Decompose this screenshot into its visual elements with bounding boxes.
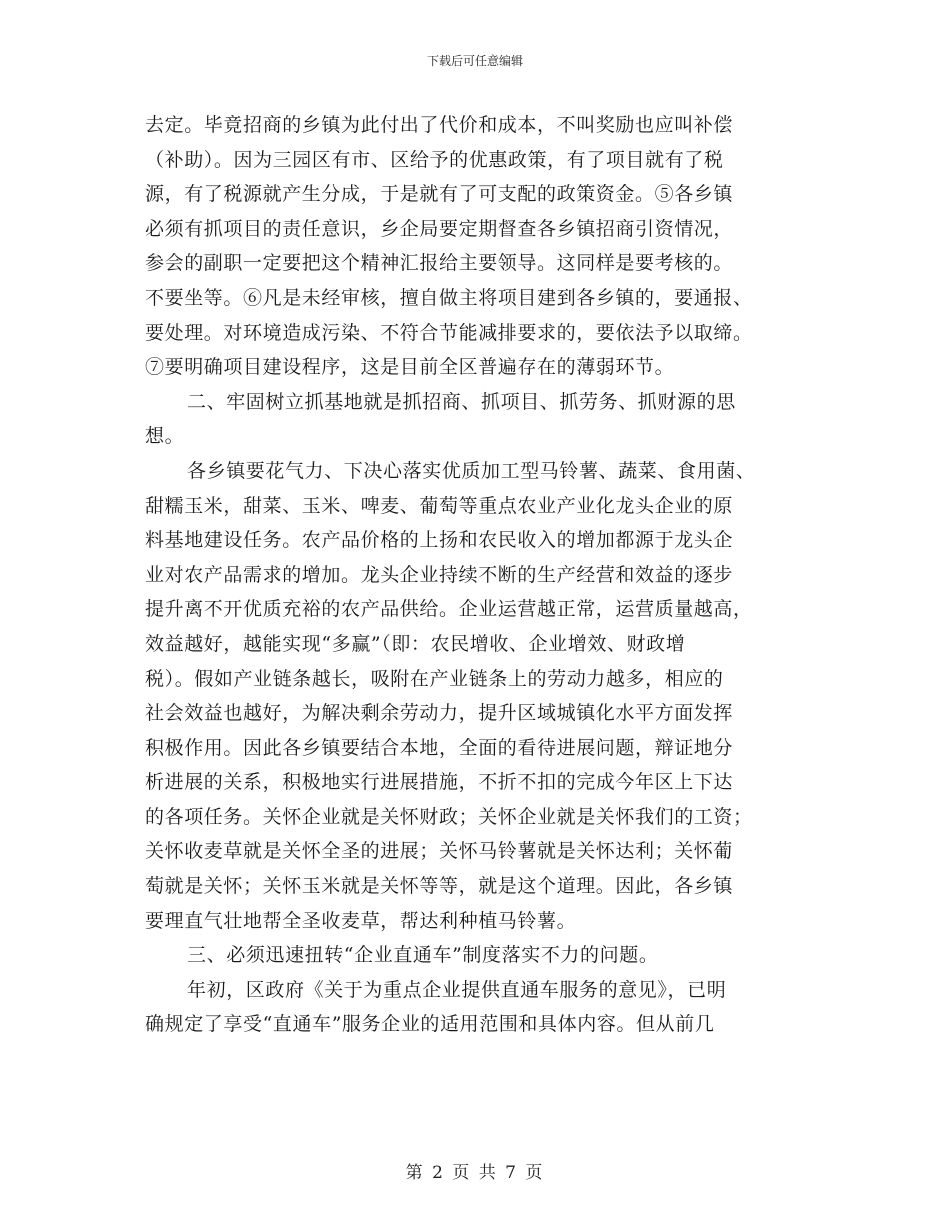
text-line: 积极作用。因此各乡镇要结合本地，全面的看待进展问题，辩证地分 <box>145 736 734 759</box>
text-line: 的各项任务。关怀企业就是关怀财政；关怀企业就是关怀我们的工资； <box>145 805 753 828</box>
text-line: 二、牢固树立抓基地就是抓招商、抓项目、抓劳务、抓财源的思 <box>187 390 736 413</box>
text-line: 萄就是关怀；关怀玉米就是关怀等等，就是这个道理。因此，各乡镇 <box>145 875 734 898</box>
text-line: 析进展的关系，积极地实行进展措施，不折不扣的完成今年区上下达 <box>145 771 734 794</box>
text-line: 效益越好，越能实现“多赢”（即：农民增收、企业增效、财政增 <box>145 632 686 655</box>
text-line: （补助）。因为三园区有市、区给予的优惠政策，有了项目就有了税 <box>145 148 724 171</box>
text-line: ⑦要明确项目建设程序，这是目前全区普遍存在的薄弱环节。 <box>145 356 675 379</box>
text-line: 年初，区政府《关于为重点企业提供直通车服务的意见》，已明 <box>187 978 727 1001</box>
text-line: 参会的副职一定要把这个精神汇报给主要领导。这同样是要考核的。 <box>145 252 734 275</box>
text-line: 必须有抓项目的责任意识，乡企局要定期督查各乡镇招商引资情况， <box>145 217 734 240</box>
text-line: 要处理。对环境造成污染、不符合节能减排要求的，要依法予以取缔。 <box>145 321 753 344</box>
text-line: 税）。假如产业链条越长，吸附在产业链条上的劳动力越多，相应的 <box>145 667 724 690</box>
page-footer: 第 2 页 共 7 页 <box>405 1163 545 1183</box>
body-text <box>145 108 805 1042</box>
page-header: 下载后可任意编辑 <box>426 54 523 68</box>
text-line: 甜糯玉米，甜菜、玉米、啤麦、葡萄等重点农业产业化龙头企业的原 <box>145 494 734 517</box>
text-line: 要理直气壮地帮全圣收麦草，帮达利种植马铃薯。 <box>145 909 577 932</box>
text-line: 三、必须迅速扭转“企业直通车”制度落实不力的问题。 <box>187 944 659 967</box>
text-line: 料基地建设任务。农产品价格的上扬和农民收入的增加都源于龙头企 <box>145 529 734 552</box>
text-line: 社会效益也越好，为解决剩余劳动力，提升区域城镇化水平方面发挥 <box>145 702 734 725</box>
text-line: 源，有了税源就产生分成，于是就有了可支配的政策资金。⑤各乡镇 <box>145 183 734 206</box>
text-line: 提升离不开优质充裕的农产品供给。企业运营越正常，运营质量越高， <box>145 598 753 621</box>
text-line: 确规定了享受“直通车”服务企业的适用范围和具体内容。但从前几 <box>145 1013 715 1036</box>
text-line: 想。 <box>145 425 185 448</box>
text-line: 去定。毕竟招商的乡镇为此付出了代价和成本，不叫奖励也应叫补偿 <box>145 114 734 136</box>
text-line: 业对农产品需求的增加。龙头企业持续不断的生产经营和效益的逐步 <box>145 563 734 586</box>
text-line: 关怀收麦草就是关怀全圣的进展；关怀马铃薯就是关怀达利；关怀葡 <box>145 840 734 863</box>
text-line: 不要坐等。⑥凡是未经审核，擅自做主将项目建到各乡镇的，要通报、 <box>145 286 753 309</box>
text-line: 各乡镇要花气力、下决心落实优质加工型马铃薯、蔬菜、食用菌、 <box>187 459 756 482</box>
